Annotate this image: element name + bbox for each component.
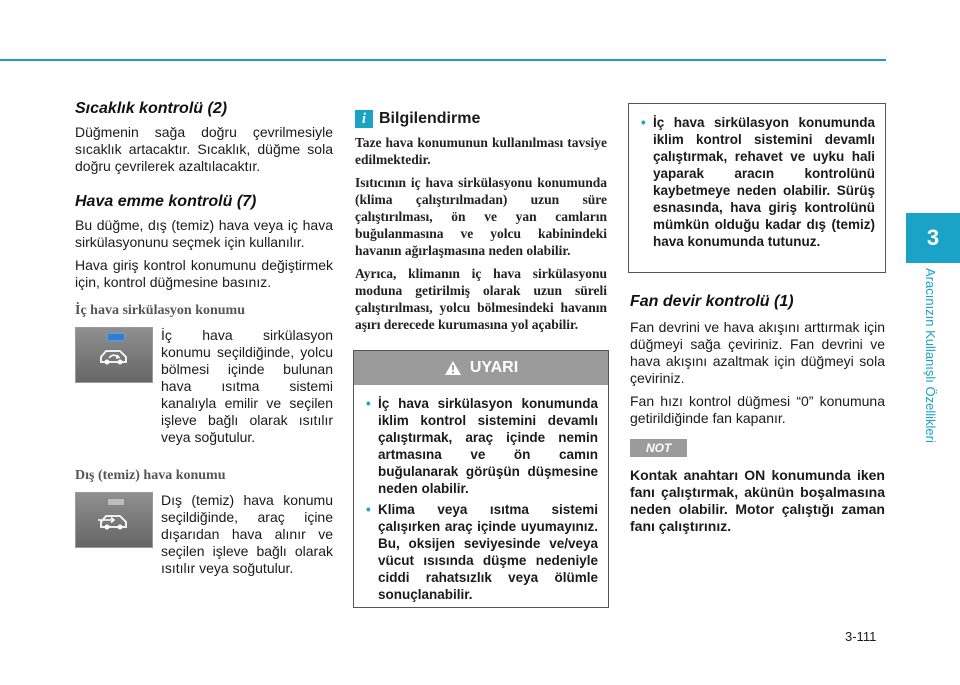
indicator-led-off bbox=[108, 499, 124, 505]
info-icon: i bbox=[355, 110, 373, 128]
indicator-led-on bbox=[108, 334, 124, 340]
fan-control-title: Fan devir kontrolü (1) bbox=[630, 293, 794, 310]
fresh-mode-title: Dış (temiz) hava konumu bbox=[75, 468, 226, 483]
warning-label: UYARI bbox=[469, 359, 519, 376]
column-right bbox=[630, 293, 885, 535]
warning-box bbox=[353, 350, 609, 608]
temp-control-title: Sıcaklık kontrolü (2) bbox=[75, 100, 228, 117]
column-middle bbox=[355, 110, 607, 339]
continued-warning-list bbox=[641, 114, 875, 250]
recirc-mode-row bbox=[75, 325, 333, 452]
chapter-tab: 3 bbox=[906, 213, 960, 263]
fan-control-text-1: Fan devrini ve hava akışını arttırmak için düğmeyi sağa çeviriniz. Fan devrini ve hava akışını azaltmak için düğmeyi sola çeviriniz. bbox=[630, 319, 885, 386]
warning-item: • İç hava sirkülasyon konumunda iklim kontrol sistemini devamlı çalıştırmak, araç içinde nemin artmasına ve ön camın buğulanarak görüşün düşmesine neden olabilir. bbox=[366, 395, 598, 497]
note-label: NOT bbox=[630, 439, 687, 457]
fresh-air-button-image bbox=[75, 492, 153, 548]
info-paragraph-1: Taze hava konumunun kullanılması tavsiye edilmektedir. bbox=[355, 135, 607, 167]
recirculation-car-icon bbox=[98, 345, 130, 367]
warning-list bbox=[366, 395, 598, 603]
page-number: 3-111 bbox=[845, 629, 877, 644]
info-header bbox=[355, 110, 607, 128]
air-intake-text-2: Hava giriş kontrol konumunu değiştirmek için, kontrol düğmesine basınız. bbox=[75, 257, 333, 290]
fresh-mode-row bbox=[75, 490, 333, 583]
info-title: Bilgilendirme bbox=[379, 110, 481, 127]
fresh-mode-text: Dış (temiz) hava konumu seçildiğinde, araç içine dışarıdan hava alınır ve seçilen işleve bağlı olarak ısıtılır veya soğutulur. bbox=[161, 492, 333, 576]
air-intake-text-1: Bu düğme, dış (temiz) hava veya iç hava sirkülasyonunu seçmek için kullanılır. bbox=[75, 217, 333, 250]
warning-header bbox=[354, 351, 608, 385]
recirc-mode-text: İç hava sirkülasyon konumu seçildiğinde, yolcu bölmesi içinde bulunan hava ısıtma sistemi kanalıyla emilir ve seçilen işleve bağlı olarak ısıtılır veya soğutulur. bbox=[161, 327, 333, 445]
chapter-label: Aracınızın Kullanışlı Özellikleri bbox=[923, 268, 938, 443]
column-left bbox=[75, 100, 333, 583]
air-intake-title: Hava emme kontrolü (7) bbox=[75, 193, 257, 210]
warning-item: • Klima veya ısıtma sistemi çalışırken araç içinde uyumayınız. Bu, oksijen seviyesinde ve/veya vücut ısısında düşme nedeniyle ciddi rahatsızlık veya ölümle sonuçlanabilir. bbox=[366, 501, 598, 603]
note-text: Kontak anahtarı ON konumunda iken fanı çalıştırmak, akünün boşalmasına neden olabilir. Motor çalıştığı zaman fanı çalıştırınız. bbox=[630, 467, 885, 534]
info-paragraph-3: Ayrıca, klimanın iç hava sirkülasyonu moduna getirilmiş olarak uzun süreli çalıştırılması, yolcu bölmesindeki havanın aşırı derecede kurumasına yol açabilir. bbox=[355, 266, 607, 332]
recirculation-button-image bbox=[75, 327, 153, 383]
fresh-air-car-icon bbox=[98, 510, 130, 532]
warning-item: • İç hava sirkülasyon konumunda iklim kontrol sistemini devamlı çalıştırmak, rehavet ve uyku hali yaparak aracın kontrolünü kaybetmeye neden olabilir. Sürüş esnasında, hava giriş kontrolünü mümkün olduğu kadar dış (temiz) hava konumunda tutunuz. bbox=[641, 114, 875, 250]
temp-control-text: Düğmenin sağa doğru çevrilmesiyle sıcaklık artacaktır. Sıcaklık, düğme sola doğru çevrilerek azaltılacaktır. bbox=[75, 124, 333, 174]
top-rule bbox=[0, 59, 886, 61]
info-paragraph-2: Isıtıcının iç hava sirkülasyonu konumunda (klima çalıştırılmadan) uzun süre çalıştırılması, ön ve yan camların buğulanmasına ve yolcu kabinindeki havanın ağırlaşmasına neden olabilir. bbox=[355, 175, 607, 258]
fan-control-text-2: Fan hızı kontrol düğmesi “0” konumuna getirildiğinde fan kapanır. bbox=[630, 393, 885, 426]
warning-triangle-icon bbox=[444, 360, 462, 376]
recirc-mode-title: İç hava sirkülasyon konumu bbox=[75, 303, 246, 318]
continued-warning-box bbox=[628, 103, 886, 273]
